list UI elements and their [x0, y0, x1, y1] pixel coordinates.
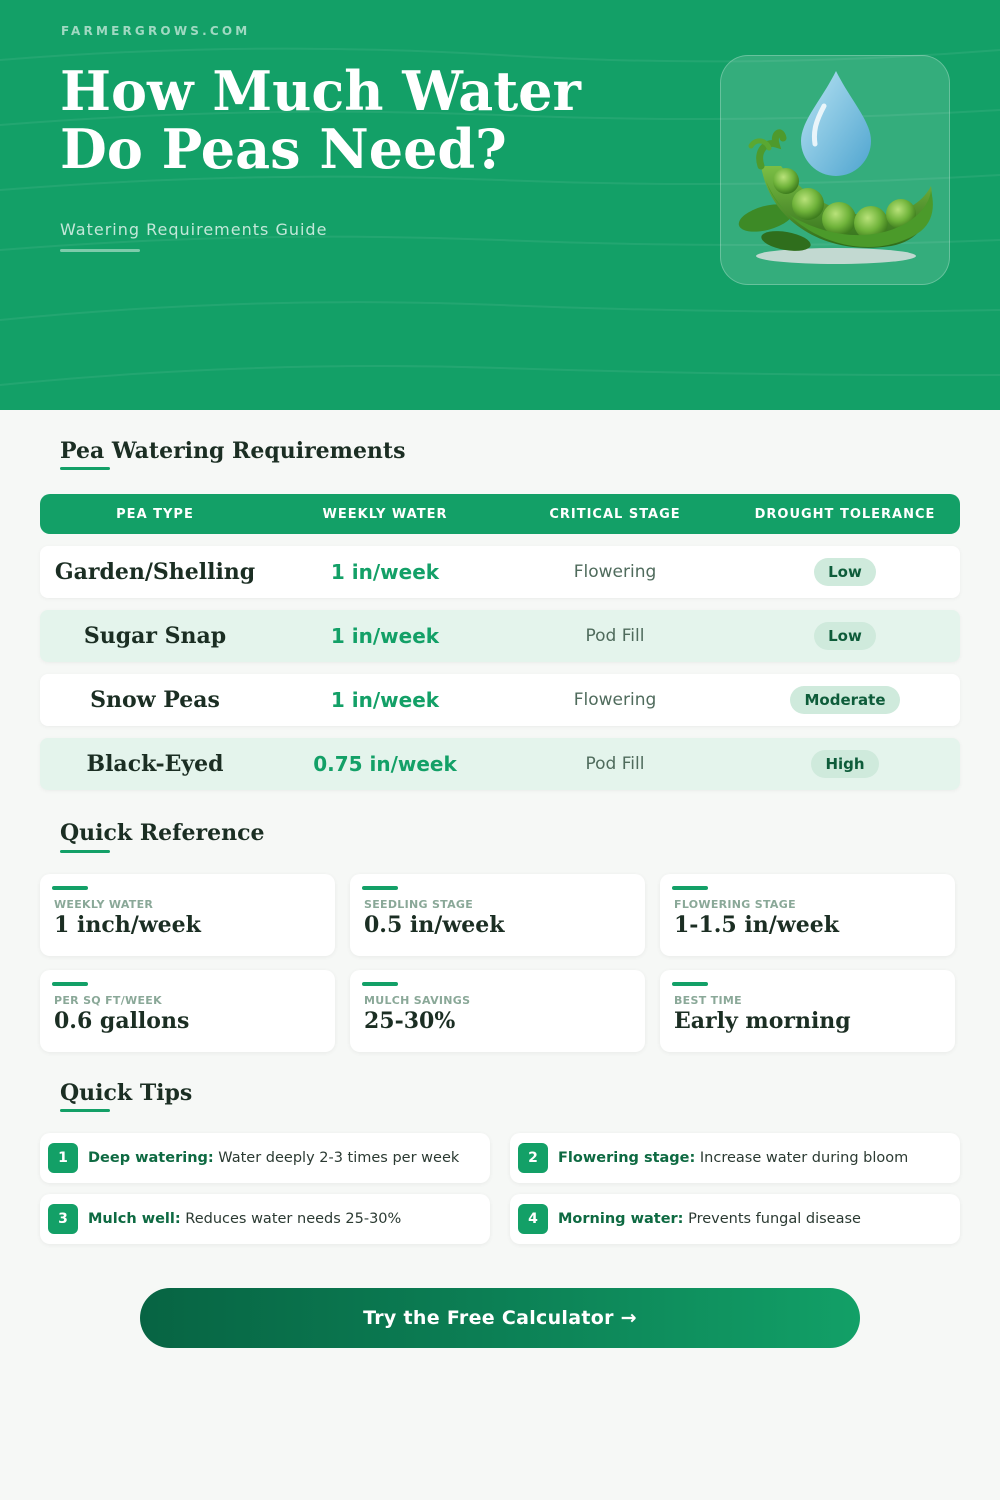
- reference-card-weekly-water: [40, 874, 335, 956]
- card-value: 0.5 in/week: [364, 912, 505, 938]
- column-header-drought-tolerance: DROUGHT TOLERANCE: [754, 506, 936, 522]
- pea-type-cell: Black-Eyed: [86, 751, 224, 777]
- try-calculator-button[interactable]: Try the Free Calculator →: [140, 1288, 860, 1348]
- section-title-quick-tips: Quick Tips: [60, 1080, 193, 1106]
- tip-item: [510, 1194, 960, 1244]
- tip-heading: Mulch well:: [88, 1211, 181, 1227]
- section-title-quick-reference: Quick Reference: [60, 820, 265, 846]
- table-row: [40, 674, 960, 726]
- tip-body: Increase water during bloom: [695, 1150, 909, 1166]
- page-subtitle: Watering Requirements Guide: [60, 220, 328, 239]
- drought-tolerance-cell: [730, 750, 960, 778]
- card-label: WEEKLY WATER: [54, 898, 154, 911]
- tolerance-badge: High: [811, 750, 878, 778]
- section-underline: [60, 1109, 110, 1112]
- pea-type-cell: Snow Peas: [90, 687, 220, 713]
- card-accent-bar: [672, 886, 708, 890]
- table-row: [40, 738, 960, 790]
- reference-card-flowering-stage: [660, 874, 955, 956]
- hero-banner: [0, 0, 1000, 410]
- subtitle-underline: [60, 249, 140, 252]
- weekly-water-cell: 1 in/week: [330, 624, 440, 648]
- reference-card-best-time: [660, 970, 955, 1052]
- reference-card-per-sq-ft: [40, 970, 335, 1052]
- hero-illustration-card: [720, 55, 950, 285]
- weekly-water-cell: 1 in/week: [330, 560, 440, 584]
- card-label: MULCH SAVINGS: [364, 994, 471, 1007]
- weekly-water-cell: 0.75 in/week: [313, 752, 457, 776]
- tip-number-badge: 4: [518, 1204, 548, 1234]
- tip-body: Reduces water needs 25-30%: [180, 1211, 402, 1227]
- reference-card-seedling-stage: [350, 874, 645, 956]
- tip-heading: Flowering stage:: [558, 1150, 696, 1166]
- column-header-pea-type: PEA TYPE: [116, 506, 194, 522]
- drought-tolerance-cell: [730, 622, 960, 650]
- tip-item: [40, 1133, 490, 1183]
- tip-body: Water deeply 2-3 times per week: [213, 1150, 460, 1166]
- tip-number-badge: 3: [48, 1204, 78, 1234]
- card-accent-bar: [362, 982, 398, 986]
- weekly-water-cell: 1 in/week: [330, 688, 440, 712]
- pea-type-cell: Garden/Shelling: [54, 559, 256, 585]
- reference-card-mulch-savings: [350, 970, 645, 1052]
- tip-text: [558, 1150, 908, 1166]
- pea-type-cell: Sugar Snap: [83, 623, 227, 649]
- table-header: [40, 494, 960, 534]
- column-header-weekly-water: WEEKLY WATER: [322, 506, 448, 522]
- card-value: 1 inch/week: [54, 912, 201, 938]
- tip-text: [558, 1211, 861, 1227]
- card-accent-bar: [362, 886, 398, 890]
- table-row: [40, 546, 960, 598]
- tolerance-badge: Low: [814, 558, 876, 586]
- card-accent-bar: [52, 982, 88, 986]
- tolerance-badge: Moderate: [790, 686, 899, 714]
- tip-item: [510, 1133, 960, 1183]
- brand-name: FARMERGROWS.COM: [61, 24, 251, 38]
- critical-stage-cell: Pod Fill: [585, 754, 645, 774]
- card-value: Early morning: [674, 1008, 851, 1034]
- card-value: 1-1.5 in/week: [674, 912, 839, 938]
- column-header-critical-stage: CRITICAL STAGE: [549, 506, 681, 522]
- card-value: 25-30%: [364, 1008, 456, 1034]
- drought-tolerance-cell: [730, 558, 960, 586]
- drought-tolerance-cell: [730, 686, 960, 714]
- card-value: 0.6 gallons: [54, 1008, 190, 1034]
- tip-body: Prevents fungal disease: [683, 1211, 861, 1227]
- card-label: FLOWERING STAGE: [674, 898, 796, 911]
- tip-item: [40, 1194, 490, 1244]
- card-label: PER SQ FT/WEEK: [54, 994, 162, 1007]
- tip-heading: Deep watering:: [88, 1150, 214, 1166]
- tip-text: [88, 1150, 459, 1166]
- page-title: How Much Water Do Peas Need?: [60, 59, 581, 181]
- tolerance-badge: Low: [814, 622, 876, 650]
- pea-pod-with-water-drop-icon: [721, 56, 951, 286]
- section-underline: [60, 467, 110, 470]
- tip-number-badge: 1: [48, 1143, 78, 1173]
- critical-stage-cell: Flowering: [573, 562, 657, 582]
- card-accent-bar: [672, 982, 708, 986]
- tip-heading: Morning water:: [558, 1211, 684, 1227]
- section-underline: [60, 850, 110, 853]
- card-accent-bar: [52, 886, 88, 890]
- card-label: BEST TIME: [674, 994, 742, 1007]
- card-label: SEEDLING STAGE: [364, 898, 474, 911]
- critical-stage-cell: Pod Fill: [585, 626, 645, 646]
- table-row: [40, 610, 960, 662]
- section-title-requirements: Pea Watering Requirements: [60, 438, 406, 464]
- tip-number-badge: 2: [518, 1143, 548, 1173]
- tip-text: [88, 1211, 401, 1227]
- critical-stage-cell: Flowering: [573, 690, 657, 710]
